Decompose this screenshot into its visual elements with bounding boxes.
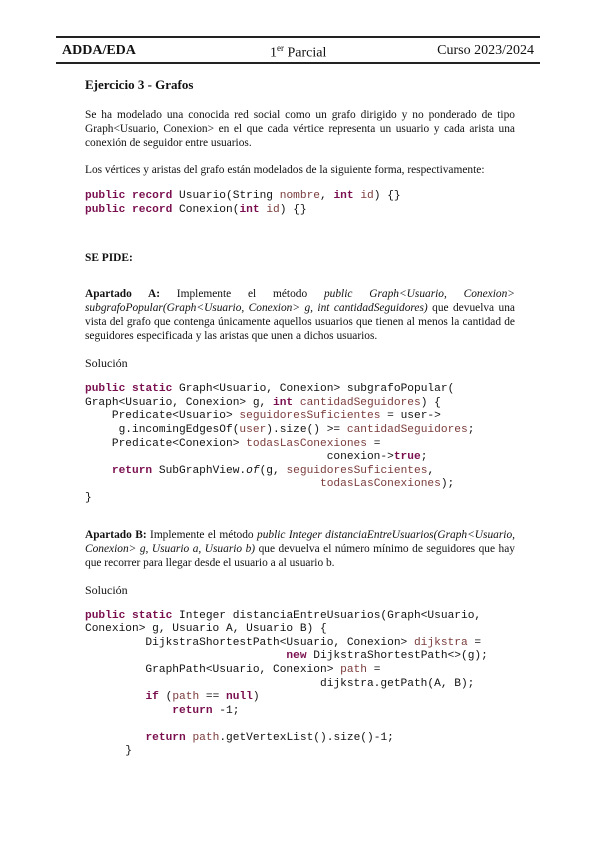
- academic-year: Curso 2023/2024: [437, 43, 534, 58]
- exam-name: 1er Parcial: [270, 43, 327, 61]
- page-header: [56, 36, 540, 64]
- record-code-block: public record Usuario(String nombre, int id) {} public record Conexion(int id) {}: [85, 190, 401, 216]
- task-heading: SE PIDE:: [85, 252, 133, 265]
- solution-a-label: Solución: [85, 356, 128, 371]
- solution-a-code: public static Graph<Usuario, Conexion> subgrafoPopular( Graph<Usuario, Conexion> g, int cantidadSeguidores) { Predicate<Usuario> seguidoresSuficientes = user-> g.incomingEdgesOf(user).size() >= cantidadSeguidores; Predicate<Conexion> todasLasConexiones = conexion->true; return SubGraphView.of(g, seguidoresSuficientes, todasLasConexiones); }: [85, 383, 475, 504]
- part-a-statement: Apartado A: Implemente el método public Graph<Usuario, Conexion> subgrafoPopular(Graph<Usuario, Conexion> g, int cantidadSeguidores) que devuelva una vista del grafo que contenga únicamente aquellos usuarios que tienen al menos la cantidad de seguidores especificada y las aristas que unen a dichos usuarios.: [85, 288, 515, 343]
- intro-paragraph: Se ha modelado una conocida red social como un grafo dirigido y no ponderado de tipo Graph<Usuario, Conexion> en el que cada vértice representa un usuario y cada arista una conexión de seguidor entre usuarios.: [85, 109, 515, 149]
- exercise-title: Ejercicio 3 - Grafos: [85, 77, 194, 92]
- part-b-statement: Apartado B: Implemente el método public Integer distanciaEntreUsuarios(Graph<Usuario, Conexion> g, Usuario a, Usuario b) que devuelva el número mínimo de seguidores que hay que recorrer para llegar desde el usuario a al usuario b.: [85, 528, 515, 569]
- exercise-content: [85, 78, 515, 759]
- course-code: ADDA/EDA: [62, 43, 136, 58]
- model-paragraph: Los vértices y aristas del grafo están modelados de la siguiente forma, respectivamente:: [85, 164, 485, 176]
- solution-b-code: public static Integer distanciaEntreUsuarios(Graph<Usuario, Conexion> g, Usuario A, Usuario B) { DijkstraShortestPath<Usuario, Conexion> dijkstra = new DijkstraShortestPath<>(g); GraphPath<Usuario, Conexion> path = dijkstra.getPath(A, B); if (path == null) return -1; return path.getVertexList().size()-1; }: [85, 609, 488, 758]
- solution-b-label: Solución: [85, 582, 128, 597]
